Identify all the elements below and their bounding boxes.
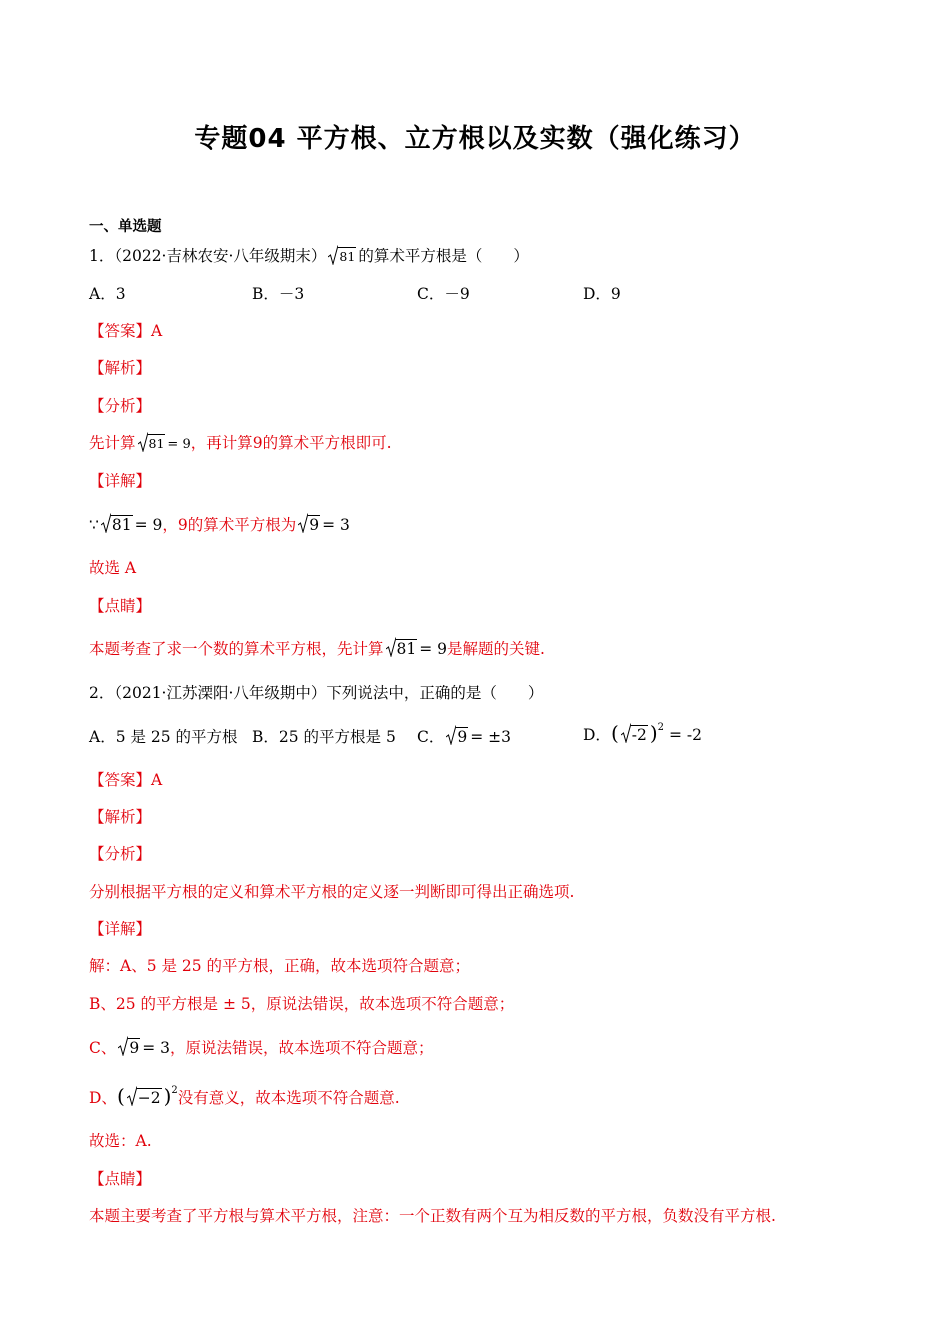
q1-dj-sqrt <box>386 638 418 660</box>
q2-line-d: D、( −2 )$^2$没有意义，故本选项不符合题意. <box>89 1084 400 1108</box>
q1-dj-eq: = 9 <box>419 640 448 658</box>
q1-option-b: B．－3 <box>252 285 305 303</box>
q1-fenxi-eq: = 9 <box>167 437 191 452</box>
q2-line-a: 解：A、5 是 25 的平方根，正确，故本选项符合题意； <box>89 957 471 975</box>
q2-dianjing-text: 本题主要考查了平方根与算术平方根，注意：一个正数有两个互为相反数的平方根，负数没有平方根. <box>89 1207 776 1225</box>
q1-options <box>89 283 849 305</box>
q2-line-b: B、25 的平方根是 ± 5，原说法错误，故本选项不符合题意； <box>89 995 515 1013</box>
q1-xj-eq-1: = 9 <box>134 516 163 534</box>
q1-jiexi-label: 【解析】 <box>89 359 152 377</box>
q1-dj-text-2: 是解题的关键. <box>447 640 545 658</box>
q2-choose: 故选：A. <box>89 1132 152 1150</box>
q1-radicand: 81 <box>339 249 356 264</box>
q1-dianjing-text <box>89 638 545 660</box>
q1-xiangjie-label: 【详解】 <box>89 472 152 490</box>
q2-option-b: B．25 的平方根是 5 <box>252 728 396 746</box>
q1-xj-mid: ，9的算术平方根为 <box>162 516 297 534</box>
q1-fenxi-label: 【分析】 <box>89 397 152 415</box>
q2-lined-expr: ( −2 )$^2$ <box>116 1084 178 1108</box>
q1-xiangjie-text <box>89 514 350 536</box>
q1-dianjing-label: 【点睛】 <box>89 597 152 615</box>
q1-xj-sqrt-1 <box>101 514 133 536</box>
q1-option-c: C．－9 <box>417 285 470 303</box>
radical-sign-icon <box>621 723 631 743</box>
q1-xj-eq-2: = 3 <box>322 516 350 534</box>
q2-fenxi-label: 【分析】 <box>89 845 152 863</box>
q2-option-d: D．( -2 )$^2$ = -2 <box>583 721 702 745</box>
q1-stem-prefix: 1．（2022·吉林农安·八年级期末） <box>89 247 327 265</box>
q2-line-c: C、 9 = 3，原说法错误，故本选项不符合题意； <box>89 1037 434 1059</box>
q1-stem <box>89 245 529 268</box>
q2-optc-sqrt: 9 <box>446 726 468 748</box>
q1-fenxi-text <box>89 432 392 456</box>
radical-sign-icon <box>118 1036 128 1056</box>
q2-lined-sqrt: −2 <box>127 1087 162 1109</box>
q1-stem-suffix: 的算术平方根是（ ） <box>358 247 529 265</box>
radical-sign-icon <box>138 432 148 452</box>
q2-xiangjie-label: 【详解】 <box>89 920 152 938</box>
q2-stem: 2．（2021·江苏溧阳·八年级期中）下列说法中，正确的是（ ） <box>89 684 544 702</box>
q1-xj-sqrt-2 <box>298 514 320 536</box>
q1-dj-radicand: 81 <box>396 640 417 658</box>
q1-fenxi-radicand: 81 <box>148 436 165 451</box>
q1-fenxi-sqrt <box>138 433 166 455</box>
q2-linec-sqrt: 9 <box>118 1037 140 1059</box>
q1-fenxi-text-1: 先计算 <box>89 434 136 452</box>
q1-answer: 【答案】A <box>89 322 163 340</box>
q2-dianjing-label: 【点睛】 <box>89 1170 152 1188</box>
q2-option-c: C． 9 = ±3 <box>417 726 511 748</box>
radical-sign-icon <box>386 637 396 657</box>
radical-sign-icon <box>101 513 111 533</box>
radical-sign-icon <box>127 1086 137 1106</box>
q1-choose: 故选 A <box>89 559 137 577</box>
radical-sign-icon <box>328 245 338 265</box>
q2-fenxi-text: 分别根据平方根的定义和算术平方根的定义逐一判断即可得出正确选项. <box>89 883 575 901</box>
q1-fenxi-text-2: ，再计算9的算术平方根即可. <box>190 434 392 452</box>
page-title: 专题04 平方根、立方根以及实数（强化练习） <box>194 124 756 154</box>
q1-dj-text-1: 本题考查了求一个数的算术平方根，先计算 <box>89 640 384 658</box>
radical-sign-icon <box>446 725 456 745</box>
q2-jiexi-label: 【解析】 <box>89 808 152 826</box>
q1-sqrt <box>328 246 356 268</box>
q1-option-d: D．9 <box>583 285 621 303</box>
q2-answer: 【答案】A <box>89 771 163 789</box>
radical-sign-icon <box>298 513 308 533</box>
q2-optd-sqrt: -2 <box>621 724 648 746</box>
q1-option-a: A．3 <box>89 285 126 303</box>
because-symbol: ∵ <box>89 516 99 534</box>
q1-xj-radicand-2: 9 <box>309 516 320 534</box>
q2-options <box>89 721 849 750</box>
q2-option-a: A．5 是 25 的平方根 <box>89 728 238 746</box>
q1-xj-radicand-1: 81 <box>111 516 132 534</box>
section-heading: 一、单选题 <box>89 218 162 235</box>
